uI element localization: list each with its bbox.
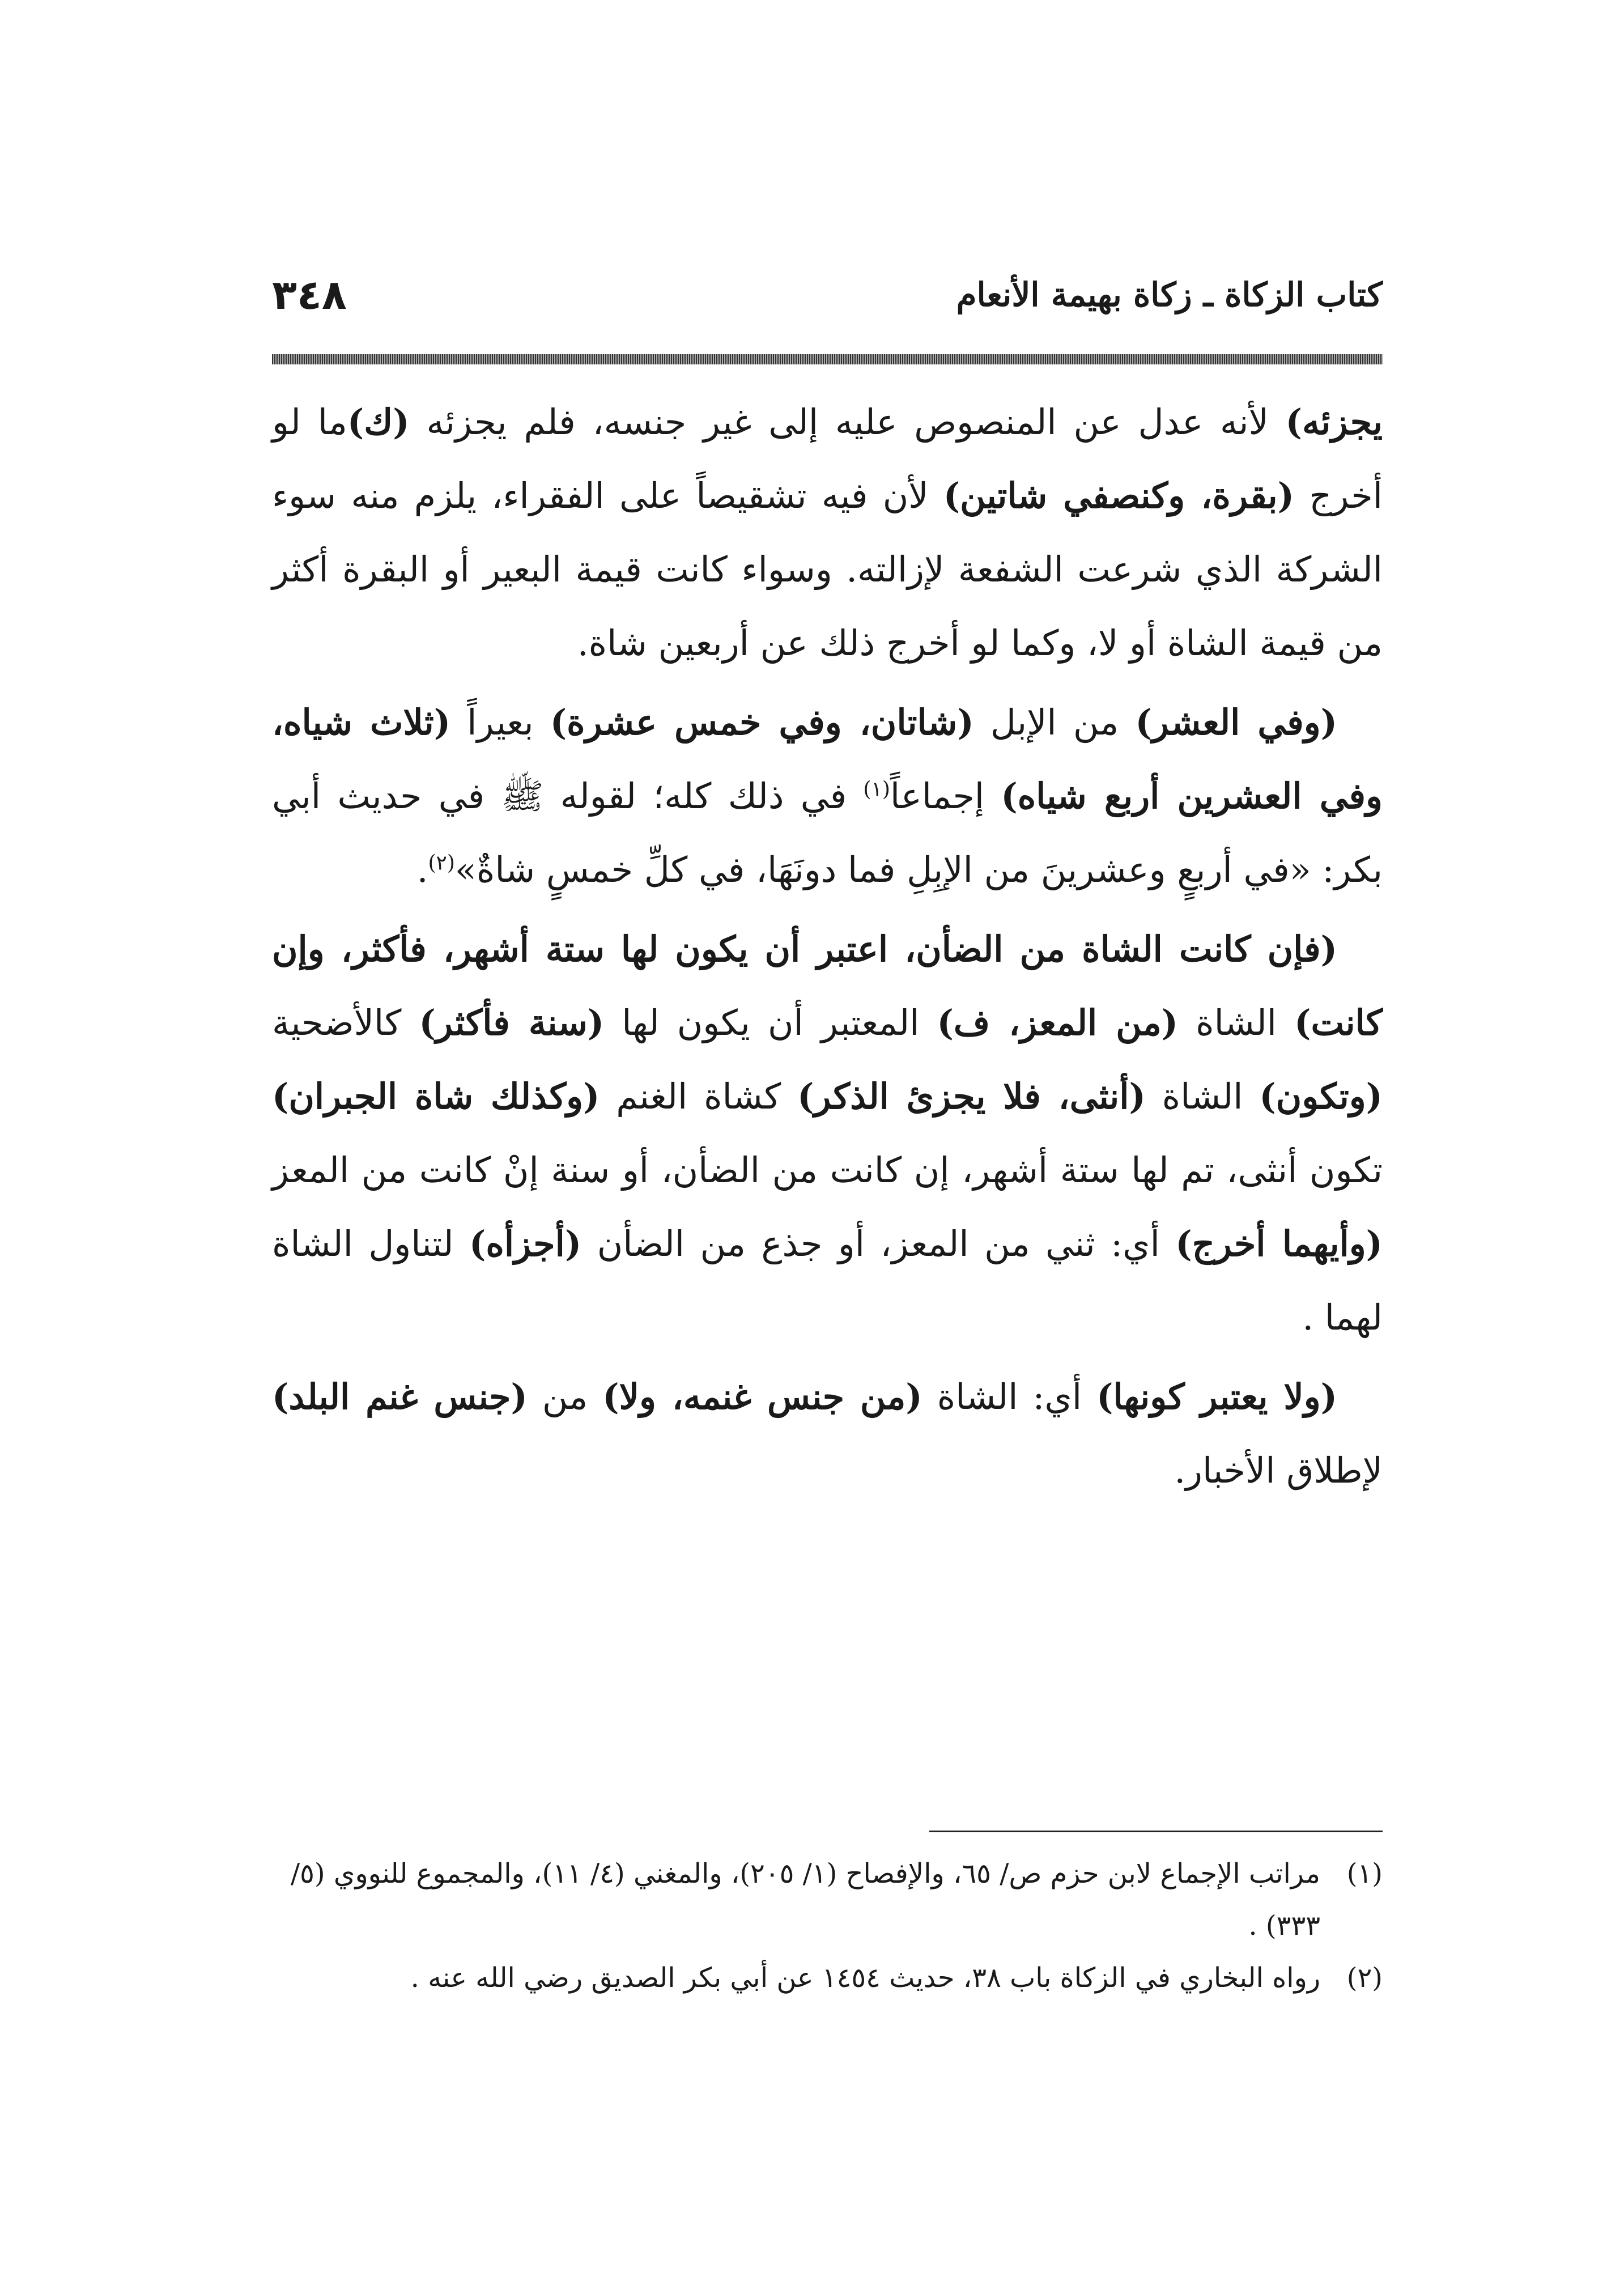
commentary-text: تكون أنثى، تم لها ستة أشهر، إن كانت من الضأن، أو سنة إنْ كانت من المعز bbox=[272, 1149, 1383, 1191]
commentary-text: أي: ثني من المعز، أو جذع من الضأن bbox=[581, 1223, 1176, 1264]
commentary-text: إجماعاً bbox=[890, 775, 1001, 817]
matn-text: (وفي العشر) bbox=[1135, 702, 1338, 743]
commentary-text: لأن فيه تشقيصاً على الفقراء، يلزم منه سوء الشركة الذي شرعت الشفعة لإزالته. وسواء كانت قيمة البعير أو البقرة أكثر من قيمة الشاة أو لا، وكما لو أخرج ذلك عن أربعين شاة. bbox=[272, 475, 1383, 664]
matn-text: يجزئه) bbox=[1285, 401, 1383, 443]
matn-text: (بقرة، وكنصفي شاتين) bbox=[943, 475, 1294, 516]
commentary-text: كالأضحية bbox=[272, 1002, 419, 1043]
commentary-text: من الإبل bbox=[973, 702, 1136, 743]
commentary-text: . bbox=[416, 849, 428, 890]
matn-text: (ولا يعتبر كونها) bbox=[1096, 1376, 1337, 1417]
body-paragraph bbox=[272, 686, 1383, 907]
footnotes bbox=[272, 1848, 1383, 2004]
commentary-text: لإطلاق الأخبار. bbox=[1174, 1450, 1383, 1491]
matn-text: (من المعز، ف) bbox=[937, 1002, 1179, 1043]
main-text bbox=[272, 385, 1383, 1513]
matn-text: (جنس غنم البلد) bbox=[272, 1376, 528, 1417]
header-divider bbox=[272, 354, 1383, 364]
commentary-text: بعيراً bbox=[450, 702, 550, 743]
matn-text: (شاتان، وفي خمس عشرة) bbox=[550, 702, 974, 743]
body-paragraph bbox=[272, 912, 1383, 1354]
running-title: كتاب الزكاة ـ زكاة بهيمة الأنعام bbox=[956, 275, 1383, 314]
commentary-text: لأنه عدل عن المنصوص عليه إلى غير جنسه، فلم يجزئه bbox=[409, 401, 1286, 443]
page-number: ٣٤٨ bbox=[272, 271, 347, 319]
matn-text: (أنثى، فلا يجزئ الذكر) bbox=[797, 1076, 1146, 1117]
matn-text: (ثلاث شياه، وفي العشرين أربع شياه) bbox=[272, 702, 1383, 817]
page-header bbox=[272, 266, 1383, 329]
commentary-text: المعتبر أن يكون لها bbox=[604, 1002, 937, 1043]
matn-text: (سنة فأكثر) bbox=[419, 1002, 605, 1043]
matn-text: (ك) bbox=[347, 401, 410, 443]
matn-text: (وأيهما أخرج) bbox=[1175, 1223, 1383, 1264]
commentary-text: كشاة الغنم bbox=[600, 1076, 798, 1117]
matn-text: (أجزأه) bbox=[469, 1223, 582, 1264]
commentary-text: من bbox=[527, 1376, 603, 1417]
commentary-text: في ذلك كله؛ لقوله ﷺ في حديث أبي بكر: «في أربعٍ وعشرينَ من الإبِلِ فما دونَهَا، في كلِّ خمسٍ شاةٌ» bbox=[272, 775, 1383, 890]
matn-text: (فإن كانت الشاة من الضأن، اعتبر أن يكون لها ستة أشهر، فأكثر، وإن كانت) bbox=[272, 928, 1383, 1043]
footnote-text: مراتب الإجماع لابن حزم ص/ ٦٥، والإفصاح (١/ ٢٠٥)، والمغني (٤/ ١١)، والمجموع للنووي (٥/ ٣٣٣) . bbox=[290, 1858, 1320, 1942]
body-paragraph bbox=[272, 385, 1383, 680]
footnote bbox=[272, 1952, 1383, 2004]
footnote-reference: (١) bbox=[863, 778, 890, 801]
matn-text: (وتكون) bbox=[1259, 1076, 1383, 1117]
matn-text: (من جنس غنمه، ولا) bbox=[602, 1376, 922, 1417]
footnote-number: (٢) bbox=[1346, 1962, 1383, 1994]
body-paragraph bbox=[272, 1360, 1383, 1508]
commentary-text: الشاة bbox=[1145, 1076, 1260, 1117]
book-page bbox=[272, 238, 1383, 2120]
footnote-reference: (٢) bbox=[428, 851, 455, 875]
commentary-text: ما لو أخرج bbox=[272, 401, 1383, 516]
commentary-text: لتناول الشاة لهما . bbox=[272, 1223, 1383, 1338]
footnote-number: (١) bbox=[1346, 1858, 1383, 1889]
footnote-divider bbox=[929, 1831, 1383, 1832]
footnote-text: رواه البخاري في الزكاة باب ٣٨، حديث ١٤٥٤ عن أبي بكر الصديق رضي الله عنه . bbox=[410, 1962, 1320, 1994]
footnote bbox=[272, 1848, 1383, 1952]
matn-text: (وكذلك شاة الجبران) bbox=[272, 1076, 600, 1117]
commentary-text: الشاة bbox=[1178, 1002, 1295, 1043]
commentary-text: أي: الشاة bbox=[922, 1376, 1097, 1417]
